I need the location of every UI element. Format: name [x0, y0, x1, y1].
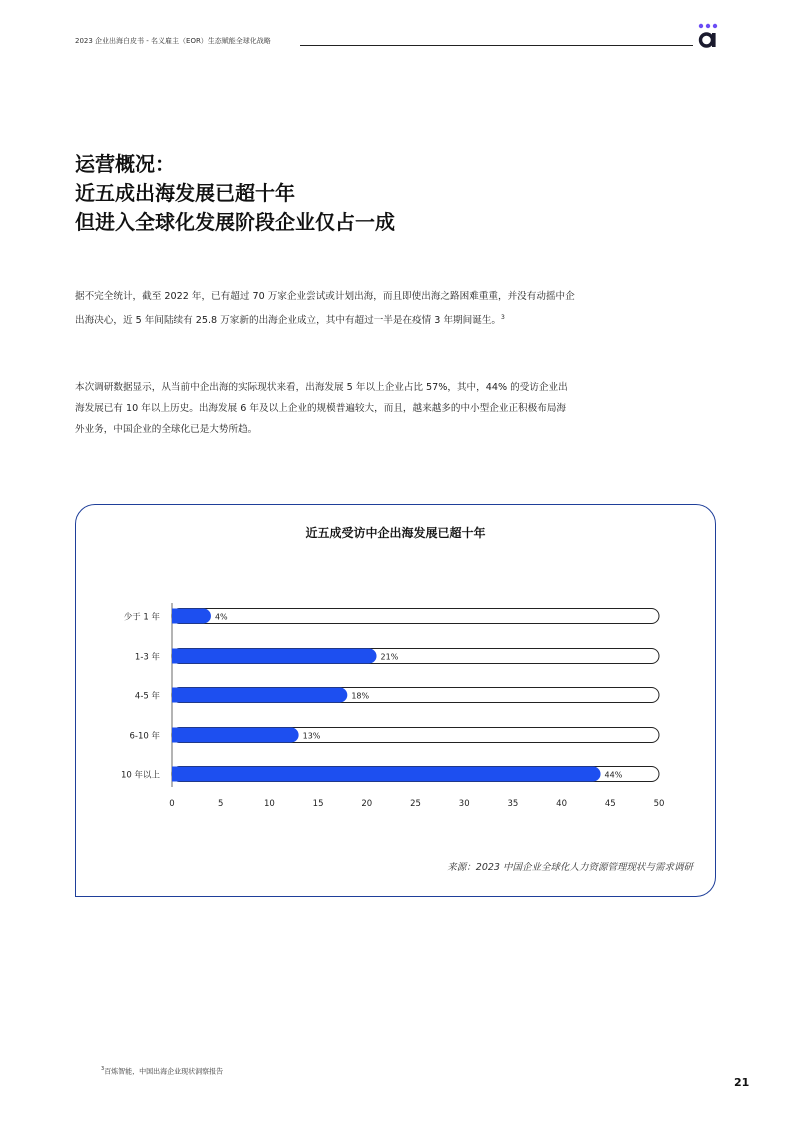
footnote-text: 百炼智能，中国出海企业现状洞察报告 [104, 1067, 224, 1076]
footnote-marker: 3 [101, 1066, 105, 1072]
bar-chart [76, 505, 717, 885]
category-label: 4-5 年 [134, 691, 160, 702]
logo-stem [712, 33, 716, 47]
x-tick-label: 5 [217, 799, 224, 809]
header-title: 2023 企业出海白皮书 - 名义雇主（EOR）生态赋能全球化战略 [75, 37, 271, 45]
value-label: 18% [351, 691, 370, 701]
paragraph-1 [75, 286, 575, 331]
bar [172, 649, 377, 664]
x-tick-label: 25 [410, 799, 421, 809]
bar [172, 688, 347, 703]
x-tick-label: 35 [507, 799, 519, 809]
x-tick-label: 40 [556, 799, 568, 809]
x-tick-label: 30 [458, 799, 470, 809]
bar-track [172, 609, 659, 624]
chart-card [75, 504, 716, 897]
value-label: 21% [380, 652, 399, 662]
logo-dot-2 [706, 24, 710, 28]
x-tick-label: 10 [263, 799, 275, 809]
x-tick-label: 45 [604, 799, 616, 809]
bar [172, 609, 211, 624]
page-number: 21 [734, 1076, 750, 1089]
x-tick-label: 15 [312, 799, 324, 809]
headline-line-1: 运营概况： [75, 152, 175, 176]
logo-dot-3 [713, 24, 717, 28]
x-tick-label: 50 [653, 799, 665, 809]
section-headline [75, 150, 395, 237]
logo-dot-1 [699, 24, 703, 28]
chart-title: 近五成受访中企出海发展已超十年 [305, 526, 486, 540]
logo-bowl [701, 34, 713, 46]
bar [172, 728, 299, 743]
category-label: 1-3 年 [134, 652, 160, 663]
footnote-ref-3[interactable]: 3 [501, 314, 505, 321]
footnote [101, 1066, 223, 1076]
x-tick-label: 0 [169, 799, 175, 809]
value-label: 44% [604, 770, 623, 780]
value-label: 13% [302, 731, 321, 741]
category-label: 6-10 年 [129, 731, 160, 742]
brand-logo-icon [697, 23, 719, 49]
bar [172, 767, 601, 782]
chart-source: 来源：2023 中国企业全球化人力资源管理现状与需求调研 [447, 862, 693, 873]
category-label: 10 年以上 [120, 770, 160, 781]
value-label: 4% [214, 612, 228, 622]
x-tick-label: 20 [361, 799, 373, 809]
header-rule [300, 45, 693, 46]
headline-line-2: 近五成出海发展已超十年 [75, 181, 295, 205]
headline-line-3: 但进入全球化发展阶段企业仅占一成 [75, 210, 395, 234]
paragraph-2: 本次调研数据显示，从当前中企出海的实际现状来看，出海发展 5 年以上企业占比 57%，其中，44% 的受访企业出海发展已有 10 年以上历史。出海发展 6 年及以上企业的规模普遍较大，而且，越来越多的中小型企业正积极布局海外业务，中国企业的全球化已是大势所趋。 [75, 382, 568, 435]
paragraph-1-text: 据不完全统计，截至 2022 年，已有超过 70 万家企业尝试或计划出海，而且即使出海之路困难重重，并没有动摇中企出海决心，近 5 年间陆续有 25.8 万家新的出海企业成立，其中有超过一半是在疫情 3 年期间诞生。 [75, 291, 575, 327]
category-label: 少于 1 年 [123, 612, 160, 623]
